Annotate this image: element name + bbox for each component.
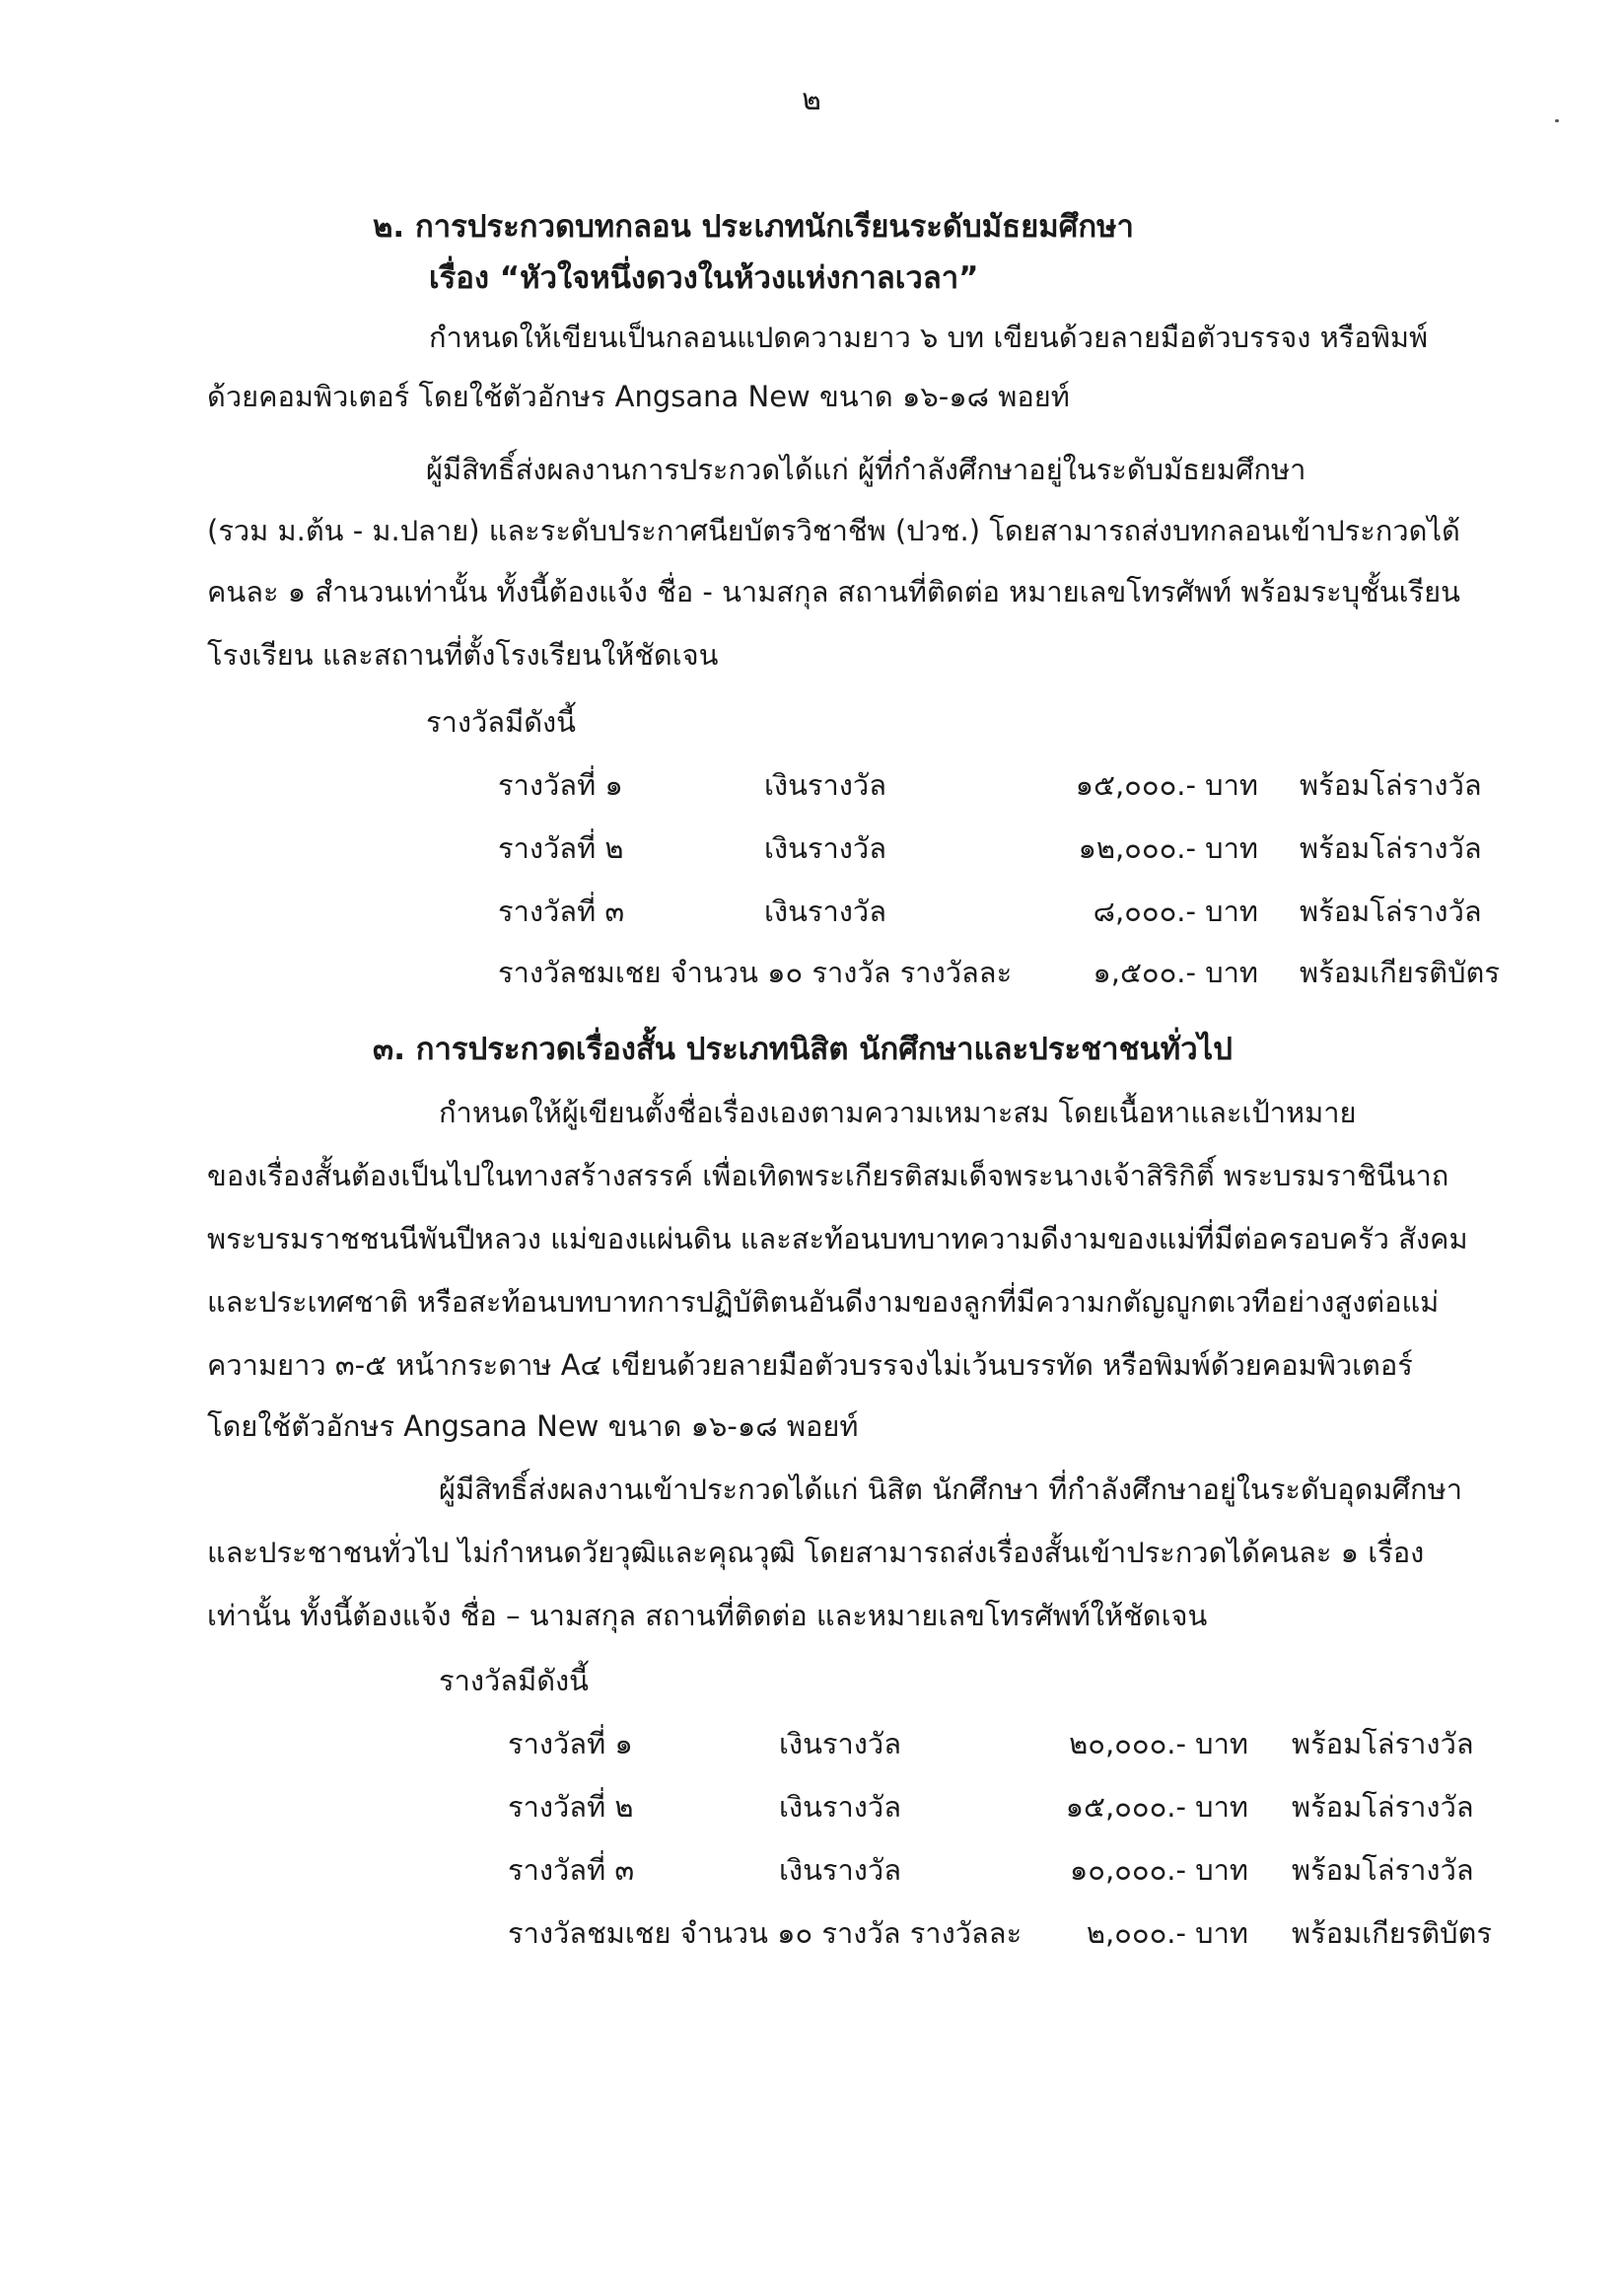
section3-p1-line3: พระบรมราชชนนีพันปีหลวง แม่ของแผ่นดิน และสะท้อนบทบาทความดีงามของแม่ที่มีต่อครอบครัว สังคม [207, 1222, 1468, 1256]
prize-amount: ๒,๐๐๐.- บาท [1086, 1916, 1248, 1950]
prize-name: รางวัลที่ ๑ [508, 1727, 633, 1760]
scan-speck [1555, 119, 1559, 122]
prize-type: เงินรางวัล [764, 895, 886, 928]
section3-p2-line2: และประชาชนทั่วไป ไม่กำหนดวัยวุฒิและคุณวุฒิ โดยสามารถส่งเรื่องสั้นเข้าประกวดได้คนละ ๑ เรื่อง [207, 1536, 1425, 1569]
section2-subheading: เรื่อง “หัวใจหนึ่งดวงในห้วงแห่งกาลเวลา” [429, 260, 979, 296]
prize-type: เงินรางวัล [779, 1853, 901, 1887]
prize-extra: พร้อมโล่รางวัล [1292, 1853, 1474, 1887]
section3-prizes-label: รางวัลมีดังนี้ [439, 1664, 590, 1697]
prize-extra: พร้อมเกียรติบัตร [1292, 1916, 1492, 1950]
section3-p1-line1: กำหนดให้ผู้เขียนตั้งชื่อเรื่องเองตามความเหมาะสม โดยเนื้อหาและเป้าหมาย [439, 1096, 1357, 1129]
prize-type: เงินรางวัล [764, 831, 886, 865]
prize-extra: พร้อมโล่รางวัล [1300, 831, 1482, 865]
prize-name: รางวัลชมเชย จำนวน ๑๐ รางวัล รางวัลละ [498, 956, 1013, 989]
prize-extra: พร้อมโล่รางวัล [1300, 768, 1482, 802]
prize-amount: ๑๐,๐๐๐.- บาท [1069, 1853, 1248, 1887]
prize-amount: ๑๕,๐๐๐.- บาท [1075, 768, 1258, 802]
section3-p2-line3: เท่านั้น ทั้งนี้ต้องแจ้ง ชื่อ – นามสกุล สถานที่ติดต่อ และหมายเลขโทรศัพท์ให้ชัดเจน [207, 1599, 1208, 1632]
section2-p2-line2: (รวม ม.ต้น - ม.ปลาย) และระดับประกาศนียบัตรวิชาชีพ (ปวช.) โดยสามารถส่งบทกลอนเข้าประกวดได้ [207, 514, 1460, 547]
section3-p2-line1: ผู้มีสิทธิ์ส่งผลงานเข้าประกวดได้แก่ นิสิต นักศึกษา ที่กำลังศึกษาอยู่ในระดับอุดมศึกษา [439, 1472, 1462, 1506]
prize-name: รางวัลที่ ๒ [508, 1790, 634, 1824]
prize-amount: ๑๒,๐๐๐.- บาท [1078, 831, 1258, 865]
prize-amount: ๑๕,๐๐๐.- บาท [1065, 1790, 1248, 1824]
section2-p1-line2: ด้วยคอมพิวเตอร์ โดยใช้ตัวอักษร Angsana New ขนาด ๑๖-๑๘ พอยท์ [207, 380, 1070, 413]
section3-p1-line6: โดยใช้ตัวอักษร Angsana New ขนาด ๑๖-๑๘ พอยท์ [207, 1409, 859, 1443]
section2-p1-line1: กำหนดให้เขียนเป็นกลอนแปดความยาว ๖ บท เขียนด้วยลายมือตัวบรรจง หรือพิมพ์ [429, 321, 1429, 354]
prize-name: รางวัลที่ ๒ [498, 831, 624, 865]
section2-prizes-label: รางวัลมีดังนี้ [426, 705, 577, 739]
prize-amount: ๑,๕๐๐.- บาท [1093, 956, 1258, 989]
prize-type: เงินรางวัล [779, 1727, 901, 1760]
prize-extra: พร้อมเกียรติบัตร [1300, 956, 1500, 989]
prize-name: รางวัลที่ ๑ [498, 768, 623, 802]
prize-type: เงินรางวัล [764, 768, 886, 802]
section2-p2-line1: ผู้มีสิทธิ์ส่งผลงานการประกวดได้แก่ ผู้ที่กำลังศึกษาอยู่ในระดับมัธยมศึกษา [426, 453, 1306, 486]
section3-p1-line2: ของเรื่องสั้นต้องเป็นไปในทางสร้างสรรค์ เพื่อเทิดพระเกียรติสมเด็จพระนางเจ้าสิริกิติ์ พระบรมราชินีนาถ [207, 1159, 1449, 1192]
prize-extra: พร้อมโล่รางวัล [1292, 1790, 1474, 1824]
section2-p2-line3: คนละ ๑ สำนวนเท่านั้น ทั้งนี้ต้องแจ้ง ชื่อ - นามสกุล สถานที่ติดต่อ หมายเลขโทรศัพท์ พร้อมระบุชั้นเรียน [207, 575, 1460, 609]
section3-heading: ๓. การประกวดเรื่องสั้น ประเภทนิสิต นักศึกษาและประชาชนทั่วไป [373, 1032, 1233, 1067]
prize-name: รางวัลที่ ๓ [508, 1853, 635, 1887]
section3-p1-line5: ความยาว ๓-๕ หน้ากระดาษ A๔ เขียนด้วยลายมือตัวบรรจงไม่เว้นบรรทัด หรือพิมพ์ด้วยคอมพิวเตอร์ [207, 1348, 1413, 1382]
prize-name: รางวัลที่ ๓ [498, 895, 625, 928]
prize-name: รางวัลชมเชย จำนวน ๑๐ รางวัล รางวัลละ [508, 1916, 1023, 1950]
prize-type: เงินรางวัล [779, 1790, 901, 1824]
prize-amount: ๒๐,๐๐๐.- บาท [1069, 1727, 1248, 1760]
prize-extra: พร้อมโล่รางวัล [1292, 1727, 1474, 1760]
prize-extra: พร้อมโล่รางวัล [1300, 895, 1482, 928]
page-number: ๒ [802, 83, 821, 117]
prize-amount: ๘,๐๐๐.- บาท [1093, 895, 1258, 928]
section2-heading: ๒. การประกวดบทกลอน ประเภทนักเรียนระดับมัธยมศึกษา [373, 209, 1134, 245]
section2-p2-line4: โรงเรียน และสถานที่ตั้งโรงเรียนให้ชัดเจน [207, 638, 719, 672]
section3-p1-line4: และประเทศชาติ หรือสะท้อนบทบาทการปฏิบัติตนอันดีงามของลูกที่มีความกตัญญูกตเวทีอย่างสูงต่อแม่ [207, 1285, 1440, 1319]
